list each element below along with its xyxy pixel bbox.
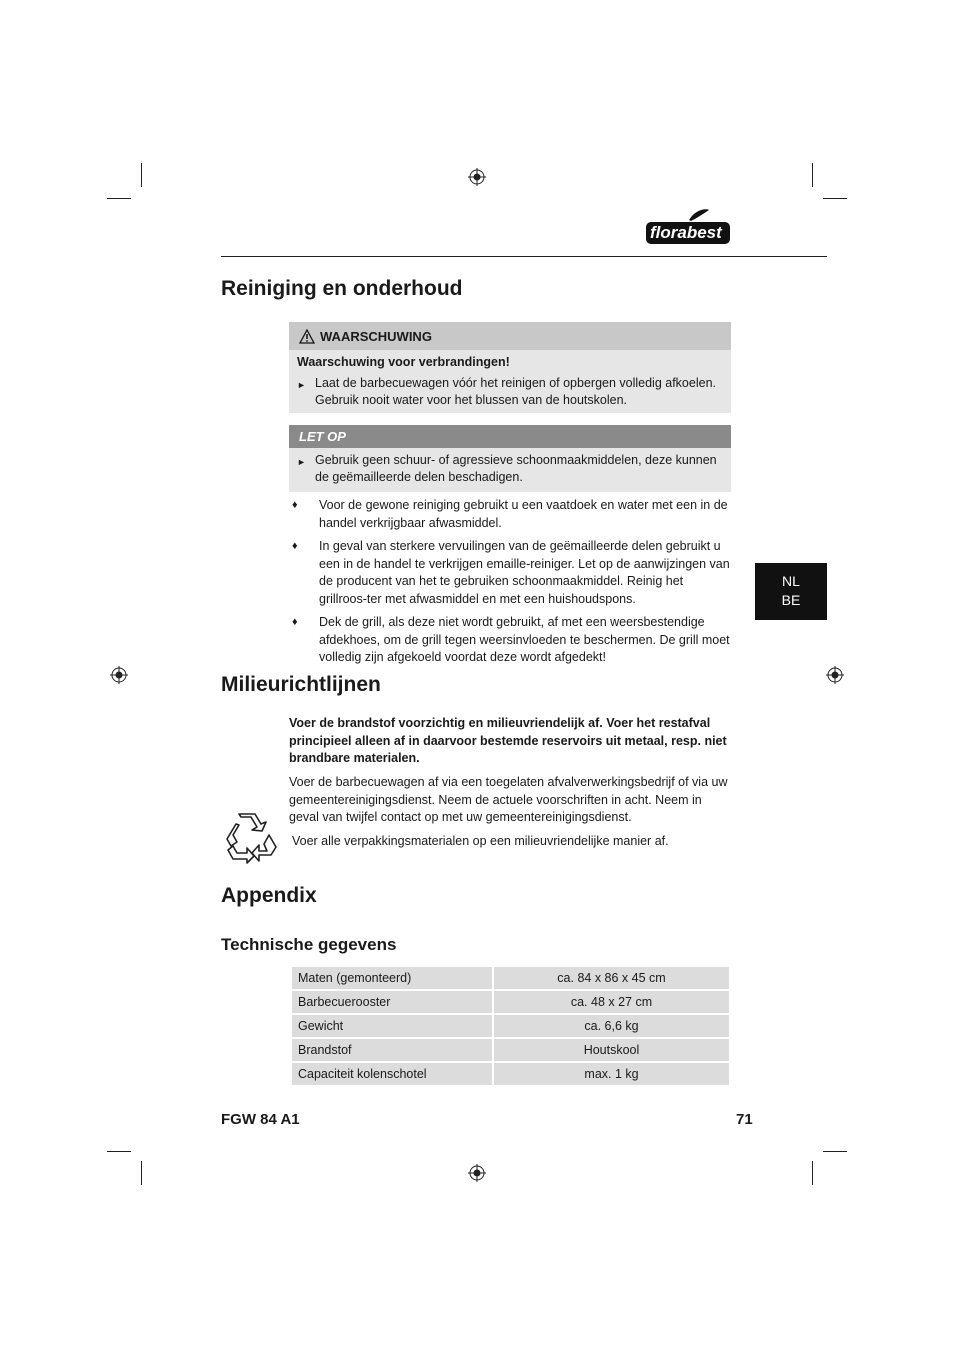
subsection-title-specs: Technische gegevens xyxy=(221,935,397,954)
spec-value: ca. 6,6 kg xyxy=(493,1014,730,1038)
footer-model: FGW 84 A1 xyxy=(221,1111,300,1128)
brand-logo xyxy=(645,208,731,246)
caution-box xyxy=(289,425,731,492)
spec-value: Houtskool xyxy=(493,1038,730,1062)
spec-label: Maten (gemonteerd) xyxy=(291,966,493,990)
spec-label: Gewicht xyxy=(291,1014,493,1038)
list-item xyxy=(289,538,731,608)
table-row xyxy=(291,966,730,990)
list-item-text: Dek de grill, als deze niet wordt gebruikt, af met een weersbestendige afdekhoes, om de grill tegen weersinvloeden te beschermen. De grill moet volledig zijn afgekoeld voordat deze wordt afgedekt! xyxy=(319,615,730,664)
section-title-appendix: Appendix xyxy=(221,884,317,907)
warning-item xyxy=(297,375,723,409)
warning-header xyxy=(289,322,731,350)
disposal-bold-text: Voer de brandstof voorzichtig en milieuvriendelijk af. Voer het restafval principieel alleen af in daarvoor bestemde reservoirs uit metaal, resp. niet brandbare materialen. xyxy=(289,716,727,765)
arrow-bullet-icon: ► xyxy=(297,380,306,390)
table-row xyxy=(291,990,730,1014)
section-title-cleaning: Reiniging en onderhoud xyxy=(221,277,463,300)
logo-text: florabest xyxy=(650,223,722,242)
caution-text: Gebruik geen schuur- of agressieve schoonmaakmiddelen, deze kunnen de geëmailleerde delen beschadigen. xyxy=(315,453,717,484)
language-code: NL xyxy=(782,573,800,589)
country-code: BE xyxy=(781,592,801,608)
packaging-text: Voer alle verpakkingsmaterialen op een milieuvriendelijke manier af. xyxy=(292,834,669,848)
header-rule xyxy=(221,256,827,257)
spec-value: ca. 84 x 86 x 45 cm xyxy=(493,966,730,990)
crop-mark xyxy=(823,1151,847,1152)
crop-mark xyxy=(141,1161,142,1185)
registration-mark-icon xyxy=(468,1164,486,1182)
crop-mark xyxy=(812,1161,813,1185)
diamond-bullet-icon: ♦ xyxy=(292,540,298,552)
list-item xyxy=(289,614,731,667)
diamond-bullet-icon: ♦ xyxy=(292,499,298,511)
crop-mark xyxy=(823,198,847,199)
diamond-bullet-icon: ♦ xyxy=(292,616,298,628)
crop-mark xyxy=(107,1151,131,1152)
caution-item xyxy=(297,452,723,486)
crop-mark xyxy=(107,198,131,199)
spec-value: max. 1 kg xyxy=(493,1062,730,1086)
table-row xyxy=(291,1038,730,1062)
registration-mark-icon xyxy=(826,666,844,684)
spec-label: Capaciteit kolenschotel xyxy=(291,1062,493,1086)
list-item-text: Voor de gewone reiniging gebruikt u een vaatdoek en water met een in de handel verkrijgbaar afwasmiddel. xyxy=(319,498,728,530)
list-item xyxy=(289,497,731,532)
crop-mark xyxy=(141,163,142,187)
warning-box xyxy=(289,322,731,413)
arrow-bullet-icon: ► xyxy=(297,457,306,467)
page-number: 71 xyxy=(736,1111,753,1128)
table-row xyxy=(291,1062,730,1086)
warning-label: WAARSCHUWING xyxy=(320,328,432,344)
warning-text: Laat de barbecuewagen vóór het reinigen of opbergen volledig afkoelen. Gebruik nooit water voor het blussen van de houtskolen. xyxy=(315,376,716,407)
language-tab xyxy=(755,563,827,620)
spec-value: ca. 48 x 27 cm xyxy=(493,990,730,1014)
registration-mark-icon xyxy=(468,168,486,186)
warning-subtitle: Waarschuwing voor verbrandingen! xyxy=(297,355,510,369)
specs-table xyxy=(290,965,731,1087)
crop-mark xyxy=(812,163,813,187)
spec-label: Barbecuerooster xyxy=(291,990,493,1014)
list-item-text: In geval van sterkere vervuilingen van de geëmailleerde delen gebruikt u een in de handel te verkrijgen emaille-reiniger. Let op de aanwijzingen van de producent van het te gebruiken schoonmaakmiddel. Reinig het grillroos-ter met afwasmiddel en met een huishoudspons. xyxy=(319,539,730,606)
warning-triangle-icon xyxy=(299,329,315,344)
spec-label: Brandstof xyxy=(291,1038,493,1062)
table-row xyxy=(291,1014,730,1038)
section-title-environment: Milieurichtlijnen xyxy=(221,673,381,696)
registration-mark-icon xyxy=(110,666,128,684)
disposal-text: Voer de barbecuewagen af via een toegelaten afvalverwerkingsbedrijf of via uw gemeentereinigingsdienst. Neem de actuele voorschriften in acht. Neem in geval van twijfel contact op met uw gemeentereinigingsdienst. xyxy=(289,775,728,824)
caution-header: LET OP xyxy=(289,425,731,448)
recycle-icon xyxy=(221,811,279,867)
